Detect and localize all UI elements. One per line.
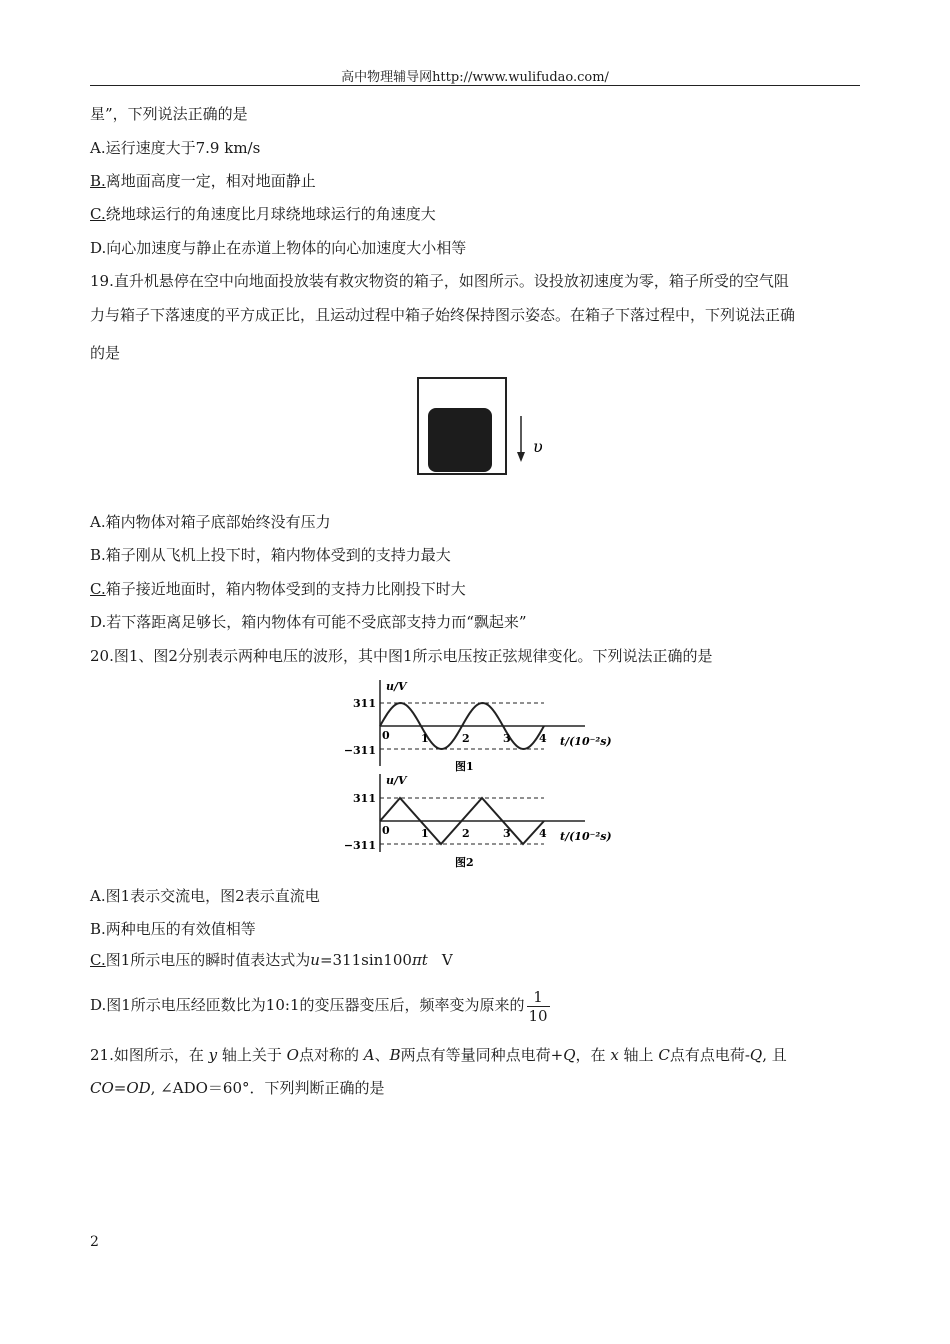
tick-2: 2 [462, 827, 470, 840]
text-part: 点有点电荷- [669, 1046, 750, 1064]
option-text: 运行速度大于7.9 km/s [105, 139, 261, 157]
q19-option-d [90, 612, 527, 632]
text-part: 轴上 [618, 1046, 659, 1064]
q21-line1 [90, 1045, 787, 1065]
figure-caption: 图2 [455, 856, 474, 869]
tick-1: 1 [421, 827, 429, 840]
option-text: 箱子刚从飞机上投下时，箱内物体受到的支持力最大 [105, 546, 451, 564]
text-part: , ∠ADO＝60°．下列判断正确的是 [150, 1079, 385, 1097]
formula-mid: =311sin100 [319, 951, 412, 969]
peak-label: 311 [353, 792, 376, 805]
text-part: 21.如图所示，在 [90, 1046, 209, 1064]
formula-u: u [310, 951, 320, 969]
q20-option-a [90, 886, 320, 906]
velocity-arrowhead [517, 452, 525, 462]
option-label: A. [90, 139, 106, 157]
y-axis-label: u/V [386, 774, 407, 787]
q18-option-d [90, 238, 466, 258]
text-part: Q [749, 1046, 763, 1064]
option-text: 离地面高度一定，相对地面静止 [105, 172, 316, 190]
formula-unit: V [441, 951, 453, 969]
option-label: C. [90, 951, 106, 969]
trough-label: −311 [343, 744, 376, 757]
text-part: O [286, 1046, 299, 1064]
text-part: A [363, 1046, 375, 1064]
option-label: A. [90, 513, 106, 531]
figure-2-triangle [330, 772, 620, 872]
text-part: 轴上关于 [217, 1046, 287, 1064]
fraction [527, 988, 550, 1025]
tick-0: 0 [382, 824, 390, 837]
option-label: A. [90, 887, 106, 905]
q18-option-b [90, 171, 316, 191]
page-number: 2 [90, 1234, 99, 1250]
fraction-denominator: 10 [528, 1006, 548, 1025]
tick-4: 4 [539, 732, 547, 745]
text-part: 、 [374, 1046, 390, 1064]
option-label: D. [90, 613, 107, 631]
falling-box-figure [410, 376, 550, 478]
option-text: 箱子接近地面时，箱内物体受到的支持力比刚投下时大 [105, 580, 466, 598]
option-label: B. [90, 546, 106, 564]
q19-stem-line2: 力与箱子下落速度的平方成正比，且运动过程中箱子始终保持图示姿态。在箱子下落过程中，下列说法正确 [90, 306, 796, 324]
q19-stem-line3: 的是 [90, 344, 121, 362]
option-text: 若下落距离足够长，箱内物体有可能不受底部支持力而“飘起来” [106, 613, 527, 631]
option-text: 图1表示交流电，图2表示直流电 [105, 887, 320, 905]
tick-3: 3 [503, 732, 511, 745]
box-contents [428, 408, 492, 472]
option-label: D. [90, 239, 107, 257]
q19-option-c [90, 579, 466, 599]
velocity-label: υ [533, 437, 543, 456]
option-text: 向心加速度与静止在赤道上物体的向心加速度大小相等 [106, 239, 467, 257]
q20-stem: 20.图1、图2分别表示两种电压的波形，其中图1所示电压按正弦规律变化。下列说法正确的是 [90, 647, 713, 665]
text-part: C [658, 1046, 670, 1064]
y-axis-label: u/V [386, 680, 407, 693]
option-text: 绕地球运行的角速度比月球绕地球运行的角速度大 [105, 205, 436, 223]
text-part: y [208, 1046, 218, 1064]
q19-stem-line1: 19.直升机悬停在空中向地面投放装有救灾物资的箱子，如图所示。设投放初速度为零，箱子所受的空气阻 [90, 272, 789, 290]
fraction-numerator: 1 [527, 988, 550, 1007]
q18-option-c [90, 204, 436, 224]
option-text: 两种电压的有效值相等 [105, 920, 256, 938]
q18-stem-tail: 星”，下列说法正确的是 [90, 105, 248, 123]
text-part: 两点有等量同种点电荷+ [400, 1046, 564, 1064]
figure-caption: 图1 [455, 760, 474, 772]
q19-option-b [90, 545, 451, 565]
x-axis-label: t/(10⁻²s) [560, 735, 612, 748]
text-part: , 且 [762, 1046, 787, 1064]
trough-label: −311 [343, 839, 376, 852]
q18-option-a [90, 138, 260, 158]
option-label: C. [90, 205, 106, 223]
q19-option-a [90, 512, 331, 532]
figure-1-sine [330, 676, 620, 772]
x-axis-label: t/(10⁻²s) [560, 830, 612, 843]
tick-3: 3 [503, 827, 511, 840]
option-label: D. [90, 996, 107, 1014]
option-label: B. [90, 172, 106, 190]
text-part: CO=OD [90, 1079, 151, 1097]
option-label: B. [90, 920, 106, 938]
text-part: x [610, 1046, 619, 1064]
peak-label: 311 [353, 697, 376, 710]
page-header: 高中物理辅导网http://www.wulifudao.com/ [341, 70, 609, 85]
text-part: ，在 [575, 1046, 611, 1064]
tick-0: 0 [382, 729, 390, 742]
option-text: 箱内物体对箱子底部始终没有压力 [105, 513, 331, 531]
text-part: Q [563, 1046, 576, 1064]
formula-t: t [421, 951, 428, 969]
text-part: 点对称的 [298, 1046, 364, 1064]
header-rule [90, 85, 860, 86]
text-part: B [389, 1046, 401, 1064]
q21-line2 [90, 1078, 385, 1098]
q20-option-c [90, 950, 453, 970]
tick-4: 4 [539, 827, 547, 840]
tick-1: 1 [421, 732, 429, 745]
q20-option-b [90, 919, 256, 939]
option-text: 图1所示电压的瞬时值表达式为 [105, 951, 311, 969]
option-text: 图1所示电压经匝数比为10:1的变压器变压后，频率变为原来的 [106, 996, 525, 1014]
q20-option-d [90, 986, 550, 1025]
formula-pi: π [411, 951, 422, 969]
option-label: C. [90, 580, 106, 598]
tick-2: 2 [462, 732, 470, 745]
